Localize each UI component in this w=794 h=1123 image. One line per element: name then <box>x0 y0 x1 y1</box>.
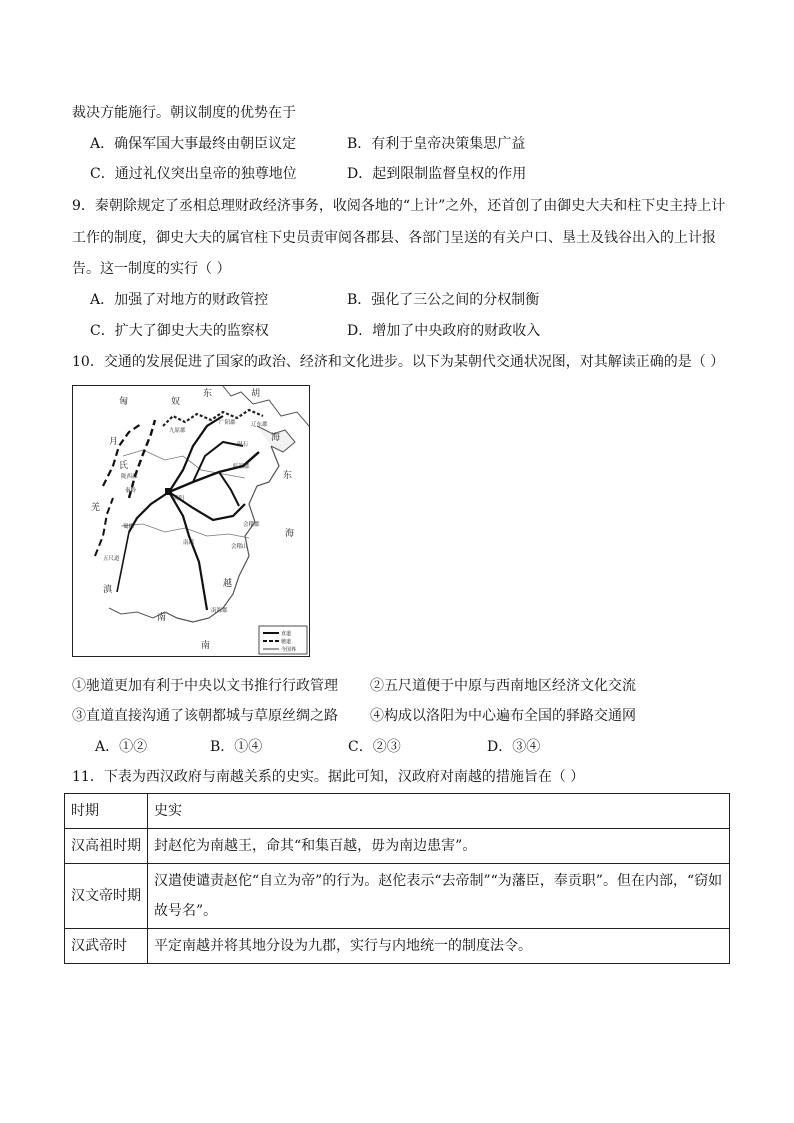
map-place-guangyang: 广阳郡 <box>219 420 236 426</box>
map-place-jieshi: 碣石 <box>237 442 249 448</box>
map-place-kuaijishan: 会稽山 <box>231 544 248 550</box>
history-facts-table <box>64 793 730 964</box>
northern-coast <box>223 386 309 426</box>
legend-label-3: 今国界 <box>281 647 297 653</box>
map-place-qinling: 秦岭 <box>125 488 137 494</box>
q9-option-c: C．扩大了御史大夫的监察权 <box>90 323 269 339</box>
great-wall <box>163 410 263 426</box>
map-place-kuaiji: 会稽郡 <box>243 522 260 528</box>
q9-option-d: D．增加了中央政府的财政收入 <box>347 323 541 339</box>
map-label-dong-2: 东 <box>283 471 293 481</box>
map-label-dian: 滇 <box>103 585 113 595</box>
table-row <box>65 829 730 864</box>
map-label-nan-1: 南 <box>157 613 167 623</box>
map-label-nan-2: 南 <box>201 641 211 651</box>
map-label-hai-1: 海 <box>271 433 281 443</box>
table-header-period: 时期 <box>65 794 148 829</box>
straight-road <box>129 420 155 498</box>
q10-option-a: A．①② <box>95 739 148 755</box>
table-row <box>65 864 730 929</box>
table-cell-period: 汉武帝时 <box>65 929 148 964</box>
q10-statement-2: ②五尺道便于中原与西南地区经济文化交流 <box>370 678 636 694</box>
q9-stem-line-1: 9．秦朝除规定了丞相总理财政经济事务，收阅各地的“上计”之外，还首创了由御史大夫和柱下史主持上计 <box>72 198 726 214</box>
q8-option-a: A．确保军国大事最终由朝臣议定 <box>90 136 297 152</box>
wuchi-road <box>117 532 129 592</box>
map-label-qiang: 羌 <box>91 503 101 513</box>
q9-stem-line-3: 告。这一制度的实行（ ） <box>72 261 231 277</box>
map-place-shu: 蜀郡 <box>123 524 135 530</box>
map-label-xiong: 匈 <box>119 397 129 407</box>
map-label-nu: 奴 <box>171 397 181 407</box>
map-place-nanjun: 南郡 <box>183 540 195 546</box>
q10-statement-4: ④构成以洛阳为中心遍布全国的驿路交通网 <box>370 708 636 724</box>
map-label-yue: 越 <box>223 579 233 589</box>
yellow-river <box>123 450 245 478</box>
map-label-hu: 胡 <box>251 389 261 399</box>
legend-label-1: 直道 <box>281 631 292 637</box>
map-label-hai-2: 海 <box>285 529 295 539</box>
q10-option-c: C．②③ <box>348 739 401 755</box>
map-place-xianyang: 咸阳 <box>173 496 185 502</box>
table-header-row <box>65 794 730 829</box>
transport-map <box>72 385 310 657</box>
q9-stem-line-2: 工作的制度，御史大夫的属官柱下史员责审阅各郡县、各部门呈送的有关户口、垦土及钱谷出入的上计报 <box>72 230 716 246</box>
map-place-longxi: 陇西郡 <box>121 474 138 480</box>
table-row <box>65 929 730 964</box>
table-cell-period: 汉文帝时期 <box>65 864 148 929</box>
map-label-dong: 东 <box>203 389 213 399</box>
q10-statement-1: ①驰道更加有利于中央以文书推行行政管理 <box>72 678 338 694</box>
q8-stem-tail: 裁决方能施行。朝议制度的优势在于 <box>72 105 296 121</box>
q10-statement-3: ③直道直接沟通了该朝都城与草原丝绸之路 <box>72 708 338 724</box>
q8-option-d: D．起到限制监督皇权的作用 <box>347 166 527 182</box>
map-label-shi: 氏 <box>119 461 129 471</box>
table-cell-period: 汉高祖时期 <box>65 829 148 864</box>
table-cell-fact: 汉遣使谴责赵佗“自立为帝”的行为。赵佗表示“去帝制”“为藩臣，奉贡职”。但在内部，“窃如故号名”。 <box>148 864 730 929</box>
map-place-liaodong: 辽东郡 <box>251 422 268 428</box>
chidao-south <box>169 492 207 610</box>
map-place-linzi: 临淄郡 <box>233 464 250 470</box>
q10-option-d: D．③④ <box>487 739 541 755</box>
q10-option-b: B．①④ <box>210 739 263 755</box>
map-place-jiuyuan: 九原郡 <box>169 428 186 434</box>
capital-marker <box>165 488 172 495</box>
table-cell-fact: 封赵佗为南越王，命其“和集百越，毋为南边患害”。 <box>148 829 730 864</box>
transport-map-drawing <box>73 386 309 656</box>
q9-option-b: B．强化了三公之间的分权制衡 <box>347 292 540 308</box>
map-label-yue-moon: 月 <box>109 437 119 447</box>
chidao-coast-link <box>219 472 239 506</box>
table-header-fact: 史实 <box>148 794 730 829</box>
q10-stem: 10．交通的发展促进了国家的政治、经济和文化进步。以下为某朝代交通状况图，对其解读正确的是（ ） <box>72 354 725 370</box>
table-cell-fact: 平定南越并将其地分设为九郡，实行与内地统一的制度法令。 <box>148 929 730 964</box>
q8-option-b: B．有利于皇帝决策集思广益 <box>347 136 526 152</box>
q8-option-c: C．通过礼仪突出皇帝的独尊地位 <box>90 166 297 182</box>
map-place-nanhai: 南海郡 <box>211 608 228 614</box>
q9-option-a: A．加强了对地方的财政管控 <box>90 292 269 308</box>
legend-label-2: 驰道 <box>281 639 292 645</box>
map-place-wuchidao: 五尺道 <box>103 556 120 562</box>
q11-stem: 11．下表为西汉政府与南越关系的史实。据此可知，汉政府对南越的措施旨在（ ） <box>72 769 585 785</box>
